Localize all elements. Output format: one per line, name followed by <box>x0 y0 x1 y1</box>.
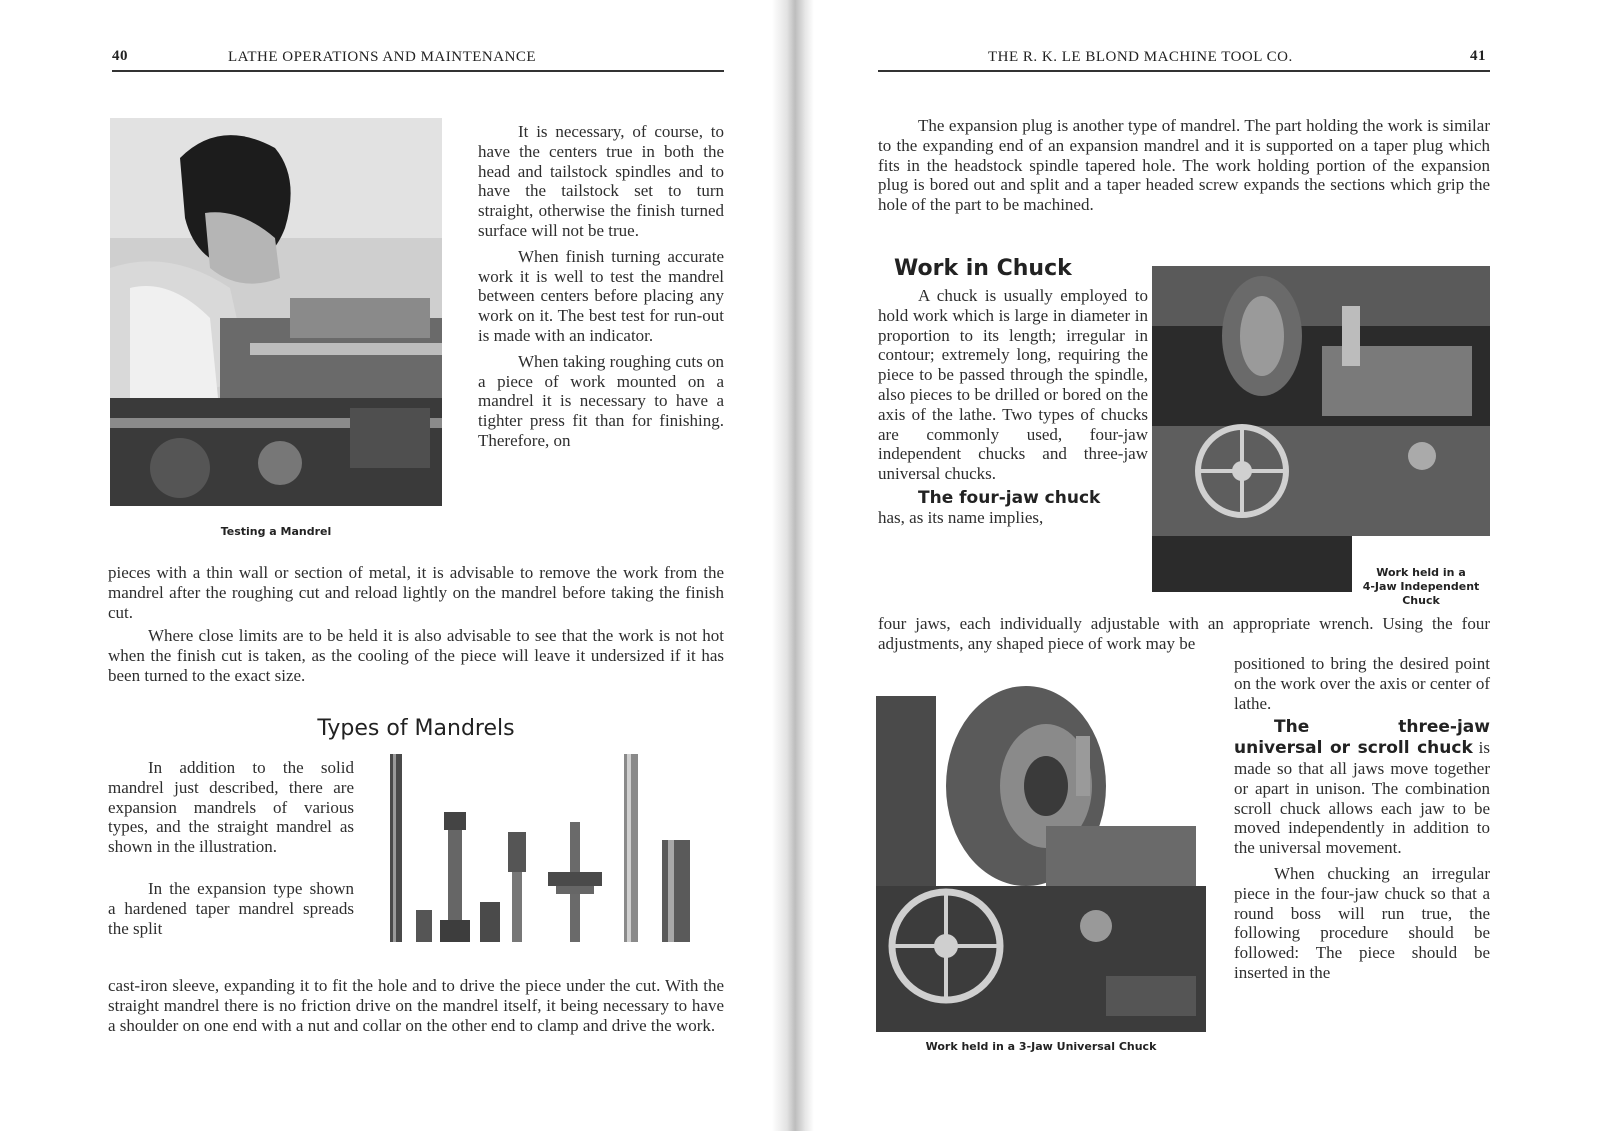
right-para3-cont-block <box>1234 654 1490 983</box>
right-para5: When chucking an irregular piece in the four-jaw chuck so that a round boss will run true, the following procedure should be followed: The piece should be inserted in the <box>1234 863 1490 982</box>
left-full-width-block <box>108 563 724 686</box>
photo-three-jaw-chuck <box>876 676 1206 1032</box>
heading-types-of-mandrels: Types of Mandrels <box>317 716 515 741</box>
right-para2-block <box>878 286 1148 528</box>
right-para1: The expansion plug is another type of mandrel. The part holding the work is similar to the expanding end of an expansion mandrel and it is supported on a taper plug which fits in the headstock spindle tapered hole. The work holding portion of the expansion plug is bored out and split and a taper headed screw expands the sections which grip the hole of the part to be machined. <box>878 116 1490 215</box>
left-para2: When finish turning accurate work it is well to test the mandrel between centers before placing any work on it. The best test for run-out is made with an indicator. <box>478 246 724 345</box>
left-running-head <box>112 46 724 72</box>
subhead-four-jaw-chuck: The four-jaw chuck <box>918 487 1101 508</box>
left-para3-full: pieces with a thin wall or section of metal, it is advisable to remove the work from the mandrel after the roughing cut and reload lightly on the mandrel before taking the finish cut. <box>108 563 724 622</box>
right-running-head <box>878 46 1490 72</box>
photo-four-jaw-chuck <box>1152 266 1490 592</box>
right-para2: A chuck is usually employed to hold work which is large in diameter in proportion to its length; irregular in contour; extremely long, requiring the piece to be passed through the spindle, also pieces to be drilled or bored on the axis of the lathe. Two types of chucks are commonly used, four-jaw independent chucks and three-jaw universal chucks. <box>878 286 1148 484</box>
right-para3-full: four jaws, each individually adjustable with an appropriate wrench. Using the four adjustments, any shaped piece of work may be <box>878 614 1490 653</box>
caption-four-jaw-line2: 4-Jaw Independent Chuck <box>1362 580 1480 607</box>
left-para6-side: In the expansion type shown a hardened taper mandrel spreads the split <box>108 878 354 938</box>
left-para5-block <box>108 758 354 938</box>
lathe-photo-icon <box>110 118 442 506</box>
right-page-number: 41 <box>1470 48 1486 64</box>
three-jaw-chuck-icon <box>876 676 1206 1032</box>
left-running-title: LATHE OPERATIONS AND MAINTENANCE <box>228 49 537 65</box>
left-para3-side: When taking roughing cuts on a piece of work mounted on a mandrel it is necessary to have a tighter press fit than for finishing. Therefore, on <box>478 351 724 450</box>
left-page-number: 40 <box>112 48 128 64</box>
left-para6-full-block <box>108 976 724 1035</box>
right-running-title: THE R. K. LE BLOND MACHINE TOOL CO. <box>988 49 1293 65</box>
left-para1-block <box>478 122 724 451</box>
left-para6-full: cast-iron sleeve, expanding it to fit the hole and to drive the piece under the cut. With the straight mandrel there is no friction drive on the mandrel itself, it being necessary to have a shoulder on one end with a nut and collar on the other end to clamp and drive the work. <box>108 976 724 1035</box>
book-gutter <box>772 0 814 1131</box>
mandrels-icon <box>386 752 724 948</box>
right-para4 <box>1234 717 1490 858</box>
photo-testing-mandrel <box>110 118 442 506</box>
left-para1: It is necessary, of course, to have the centers true in both the head and tailstock spindles and to have the tailstock set to turn straight, otherwise the finish turned surface will not be true. <box>478 122 724 240</box>
right-para4-rest: is made so that all jaws move together or apart in unison. The combination scroll chuck allows each jaw to be moved independently in addition to the universal movement. <box>1234 738 1490 858</box>
heading-work-in-chuck: Work in Chuck <box>894 256 1072 281</box>
right-para3-side: has, as its name implies, <box>878 507 1044 527</box>
four-jaw-chuck-icon <box>1152 266 1490 592</box>
left-para5: In addition to the solid mandrel just described, there are expansion mandrels of various types, and the straight mandrel as shown in the illustration. <box>108 758 354 857</box>
right-para3-full-block <box>878 614 1490 654</box>
right-page <box>814 0 1600 1131</box>
caption-three-jaw-chuck: Work held in a 3-Jaw Universal Chuck <box>925 1040 1157 1053</box>
caption-four-jaw-line1: Work held in a <box>1376 566 1466 579</box>
caption-four-jaw-chuck <box>1352 566 1490 608</box>
caption-testing-mandrel: Testing a Mandrel <box>220 525 332 538</box>
right-para1-block <box>878 116 1490 215</box>
subhead-three-jaw-chuck: The three-jaw universal or scroll chuck <box>1234 717 1490 759</box>
left-page <box>0 0 772 1131</box>
right-para3-cont: positioned to bring the desired point on the work over the axis or center of lathe. <box>1234 654 1490 713</box>
photo-mandrels-illustration <box>386 752 724 948</box>
left-para4: Where close limits are to be held it is also advisable to see that the work is not hot when the finish cut is taken, as the cooling of the piece will leave it undersized if it has been turned to the exact size. <box>108 626 724 685</box>
